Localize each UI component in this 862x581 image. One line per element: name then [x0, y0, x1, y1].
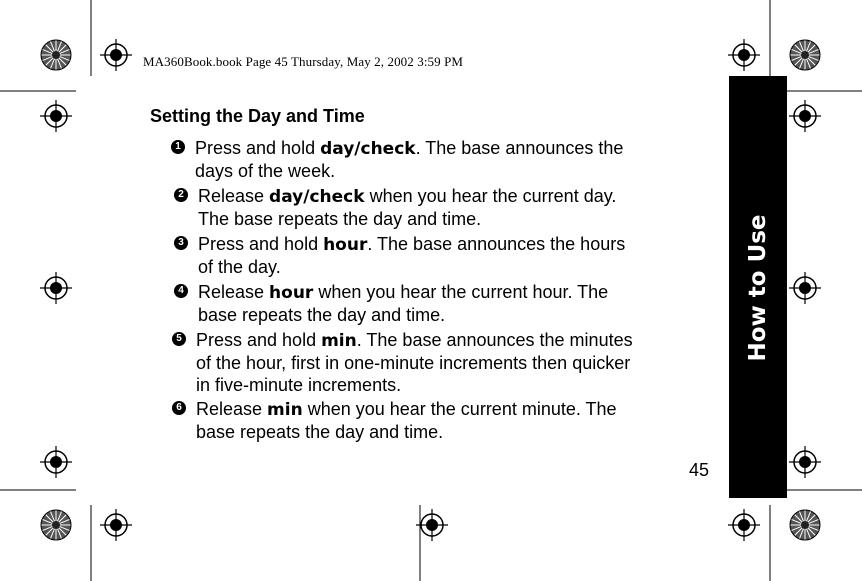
step-number: 5 — [172, 332, 186, 346]
step-item — [178, 233, 626, 278]
button-name: day/check — [269, 187, 365, 207]
step-item — [176, 329, 633, 396]
registration-target-icon — [789, 100, 821, 132]
side-tab-label: How to Use — [745, 214, 771, 362]
step-text: Press and hold — [196, 330, 322, 350]
step-text: Release — [198, 186, 270, 206]
registration-target-icon — [100, 39, 132, 71]
page-number: 45 — [689, 460, 710, 480]
color-starburst-icon — [790, 510, 820, 540]
step-line: base repeats the day and time. — [196, 422, 444, 442]
step-line — [198, 281, 608, 304]
step-text: when you hear the current day. — [364, 186, 617, 206]
step-line — [198, 185, 616, 208]
registration-target-icon — [416, 509, 448, 541]
step-line — [196, 329, 633, 352]
step-item — [178, 185, 617, 230]
step-text: Press and hold — [198, 234, 324, 254]
step-text: . The base announces the hours — [367, 234, 626, 254]
button-name: min — [321, 331, 357, 351]
step-number: 6 — [172, 401, 186, 415]
file-info-header: MA360Book.book Page 45 Thursday, May 2, 2002 3:59 PM — [143, 54, 464, 69]
registration-target-icon — [789, 272, 821, 304]
step-item — [178, 281, 609, 326]
step-text: when you hear the current minute. The — [302, 399, 617, 419]
section-title: Setting the Day and Time — [150, 106, 365, 126]
registration-target-icon — [728, 509, 760, 541]
registration-target-icon — [100, 509, 132, 541]
step-line: base repeats the day and time. — [198, 305, 446, 325]
button-name: hour — [323, 235, 368, 255]
registration-target-icon — [728, 39, 760, 71]
step-text: when you hear the current hour. The — [313, 282, 609, 302]
button-name: min — [267, 400, 303, 420]
step-line — [198, 233, 625, 256]
color-starburst-icon — [41, 40, 71, 70]
step-text: Press and hold — [195, 138, 321, 158]
registration-target-icon — [789, 446, 821, 478]
step-text: . The base announces the — [415, 138, 624, 158]
registration-target-icon — [40, 100, 72, 132]
step-line: days of the week. — [195, 161, 336, 181]
step-item — [175, 137, 624, 182]
registration-target-icon — [40, 446, 72, 478]
step-number: 4 — [174, 284, 188, 298]
step-line: in five-minute increments. — [196, 375, 402, 395]
button-name: hour — [269, 283, 314, 303]
step-line: of the hour, first in one-minute increments then quicker — [196, 353, 631, 373]
step-text: Release — [196, 399, 268, 419]
step-text: . The base announces the minutes — [356, 330, 633, 350]
button-name: day/check — [320, 139, 416, 159]
step-item — [176, 398, 617, 443]
step-number: 3 — [174, 236, 188, 250]
step-number: 2 — [174, 188, 188, 202]
color-starburst-icon — [790, 40, 820, 70]
step-line — [195, 137, 623, 160]
step-line: The base repeats the day and time. — [198, 209, 482, 229]
step-number: 1 — [171, 140, 185, 154]
step-line: of the day. — [198, 257, 281, 277]
registration-target-icon — [40, 272, 72, 304]
color-starburst-icon — [41, 510, 71, 540]
step-text: Release — [198, 282, 270, 302]
step-line — [196, 398, 617, 421]
